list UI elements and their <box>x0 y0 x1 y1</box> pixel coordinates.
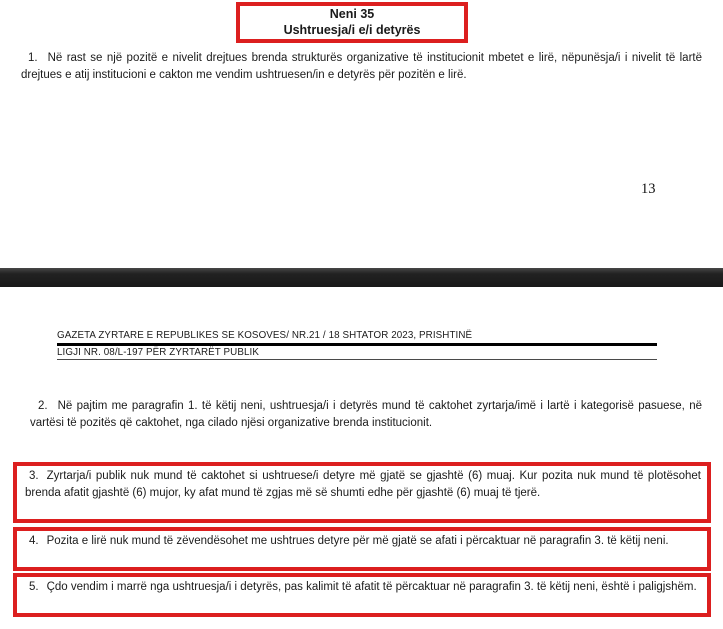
page-number: 13 <box>641 181 656 197</box>
paragraph-2 <box>30 398 702 433</box>
paragraph-1 <box>21 50 702 85</box>
paragraph-1-number: 1. <box>28 52 38 64</box>
gazette-header-line: GAZETA ZYRTARE E REPUBLIKES SE KOSOVES/ NR.21 / 18 SHTATOR 2023, PRISHTINË <box>57 330 473 341</box>
paragraph-3-text: Zyrtarja/i publik nuk mund të caktohet si ushtruese/i detyre më gjatë se gjashtë (6) muaj. Kur pozita nuk mund të plotësohet brenda afatit gjashtë (6) mujor, ky afat mund të zgjas më së shumti edhe për gjashtë (6) muaj të tjerë. <box>25 470 701 500</box>
paragraph-5-number: 5. <box>29 581 39 593</box>
paragraph-2-text: Në pajtim me paragrafin 1. të këtij neni, ushtruesja/i i detyrës mund të caktohet zyrtarja/imë i lartë i kategorisë pasuese, në vartësi të pozitës që caktohet, nga cilado njësi organizative brenda institucionit. <box>30 400 702 430</box>
article-number: Neni 35 <box>329 7 375 21</box>
paragraph-5-text: Çdo vendim i marrë nga ushtruesja/i i detyrës, pas kalimit të afatit të përcaktuar në paragrafin 3. të këtij neni, është i paligjshëm. <box>46 581 697 593</box>
paragraph-2-number: 2. <box>38 400 48 412</box>
paragraph-3 <box>25 468 701 503</box>
paragraph-4-number: 4. <box>29 535 39 547</box>
paragraph-4 <box>25 533 701 550</box>
paragraph-3-highlight-box <box>13 462 711 523</box>
paragraph-3-number: 3. <box>29 470 39 482</box>
paragraph-1-text: Në rast se një pozitë e nivelit drejtues brenda strukturës organizative të institucionit mbetet e lirë, nëpunësja/i i nivelit të lartë drejtues e atij institucioni e cakton me vendim ushtruesen/in e detyrës për pozitën e lirë. <box>21 52 702 82</box>
article-title: Ushtruesja/i e/i detyrës <box>283 22 421 37</box>
header-rule-thick <box>57 343 657 346</box>
paragraph-5-highlight-box <box>13 573 711 617</box>
paragraph-4-highlight-box <box>13 527 711 571</box>
paragraph-5 <box>25 579 701 596</box>
law-title-header-line: LIGJI NR. 08/L-197 PËR ZYRTARËT PUBLIK <box>57 347 259 358</box>
article-title-highlight-box <box>236 2 468 43</box>
header-rule-thin <box>57 359 657 360</box>
paragraph-4-text: Pozita e lirë nuk mund të zëvendësohet me ushtrues detyre për më gjatë se afati i përcaktuar në paragrafin 3. të këtij neni. <box>46 535 669 547</box>
page-separator-bar <box>0 268 723 287</box>
